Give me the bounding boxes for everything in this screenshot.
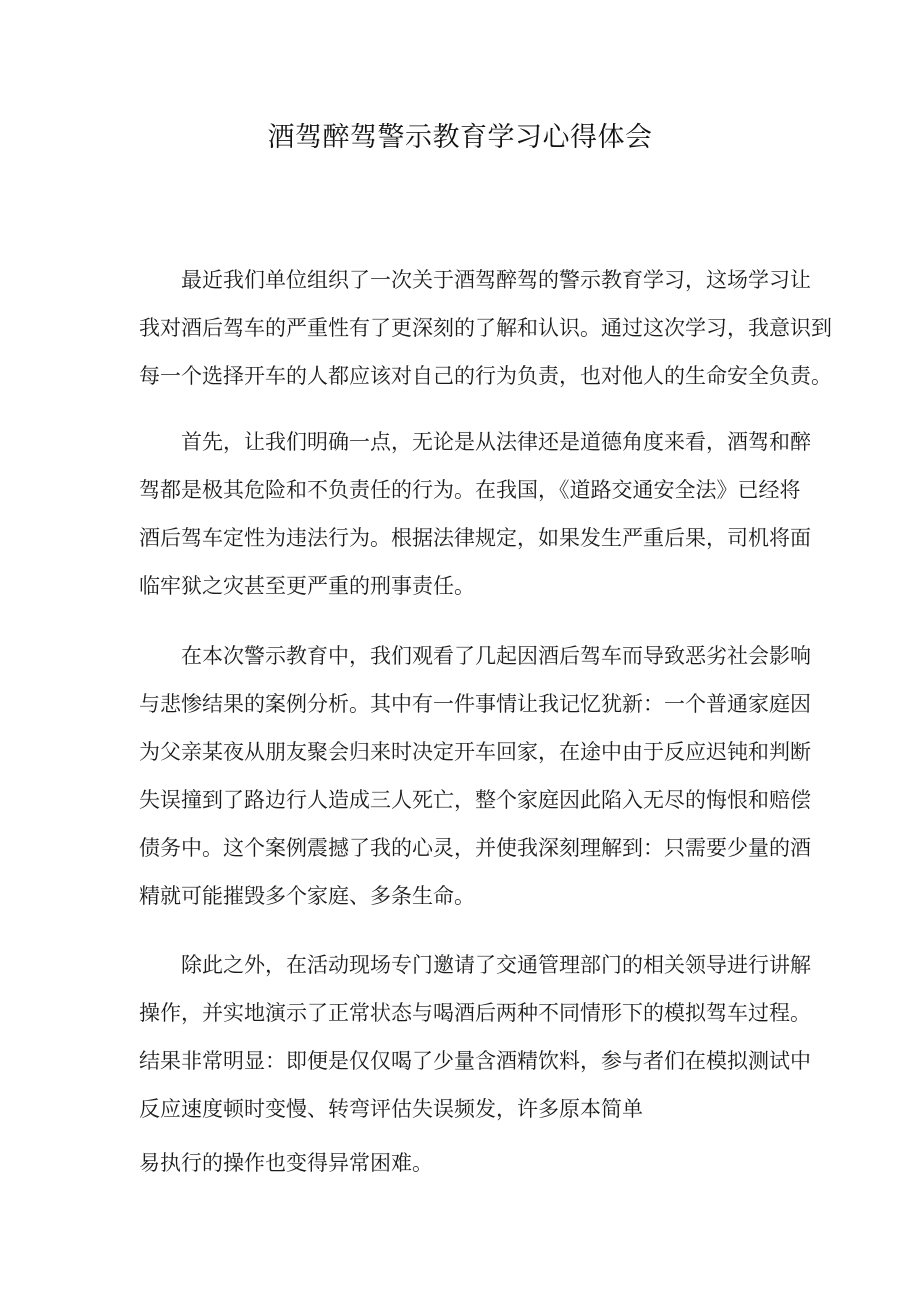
paragraph-1-line-1: 最近我们单位组织了一次关于酒驾醉驾的警示教育学习，这场学习让	[181, 268, 811, 292]
paragraph-4-line-2: 操作，并实地演示了正常状态与喝酒后两种不同情形下的模拟驾车过程。	[139, 1001, 811, 1025]
paragraph-2-line-1: 首先，让我们明确一点，无论是从法律还是道德角度来看，酒驾和醉	[181, 430, 811, 454]
paragraph-3-line-5: 债务中。这个案例震撼了我的心灵，并使我深刻理解到：只需要少量的酒	[139, 836, 811, 860]
paragraph-4-line-1: 除此之外，在活动现场专门邀请了交通管理部门的相关领导进行讲解	[181, 953, 811, 977]
paragraph-1-line-2: 我对酒后驾车的严重性有了更深刻的了解和认识。通过这次学习，我意识到	[139, 316, 832, 340]
paragraph-4-line-3: 结果非常明显：即便是仅仅喝了少量含酒精饮料，参与者们在模拟测试中	[139, 1049, 811, 1073]
paragraph-2-line-4: 临牢狱之灾甚至更严重的刑事责任。	[139, 574, 475, 598]
paragraph-2-line-3: 酒后驾车定性为违法行为。根据法律规定，如果发生严重后果，司机将面	[139, 526, 811, 550]
paragraph-4-line-5: 易执行的操作也变得异常困难。	[139, 1151, 433, 1175]
paragraph-3-line-1: 在本次警示教育中，我们观看了几起因酒后驾车而导致恶劣社会影响	[181, 644, 811, 668]
paragraph-3-line-2: 与悲惨结果的案例分析。其中有一件事情让我记忆犹新：一个普通家庭因	[139, 692, 811, 716]
paragraph-3-line-3: 为父亲某夜从朋友聚会归来时决定开车回家，在途中由于反应迟钝和判断	[139, 740, 811, 764]
paragraph-3-line-4: 失误撞到了路边行人造成三人死亡，整个家庭因此陷入无尽的悔恨和赔偿	[139, 788, 811, 812]
paragraph-1-line-3: 每一个选择开车的人都应该对自己的行为负责，也对他人的生命安全负责。	[139, 364, 832, 388]
paragraph-2-line-2: 驾都是极其危险和不负责任的行为。在我国，《道路交通安全法》已经将	[139, 478, 801, 502]
paragraph-3-line-6: 精就可能摧毁多个家庭、多条生命。	[139, 884, 475, 908]
document-title: 酒驾醉驾警示教育学习心得体会	[267, 122, 653, 153]
paragraph-4-line-4: 反应速度顿时变慢、转弯评估失误频发，许多原本简单	[139, 1097, 643, 1121]
